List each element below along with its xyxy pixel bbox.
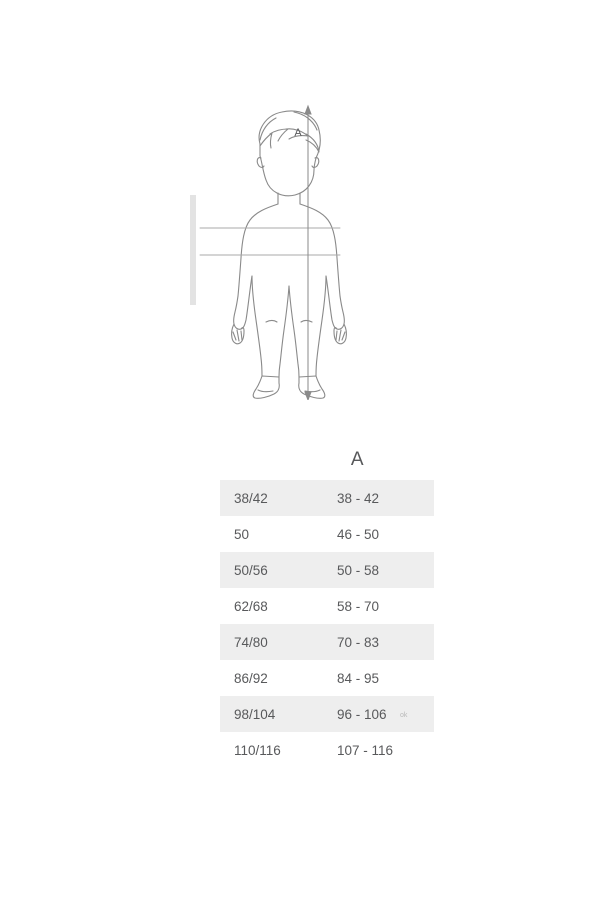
- figure-measure-label: A: [294, 127, 302, 139]
- column-header-a-cell: [309, 440, 406, 480]
- range-cell: 38 - 42: [323, 480, 434, 516]
- range-cell: 58 - 70: [323, 588, 434, 624]
- range-cell: 70 - 83: [323, 624, 434, 660]
- table-row: [220, 480, 434, 516]
- table-row: [220, 660, 434, 696]
- size-cell: 98/104: [220, 696, 323, 732]
- size-table-container: [220, 440, 480, 768]
- header-spacer: [220, 440, 309, 480]
- size-cell: 62/68: [220, 588, 323, 624]
- size-cell: 110/116: [220, 732, 323, 768]
- table-row: [220, 588, 434, 624]
- size-cell: 50/56: [220, 552, 323, 588]
- size-cell: 74/80: [220, 624, 323, 660]
- range-cell: 50 - 58: [323, 552, 434, 588]
- size-table: [220, 480, 434, 768]
- child-body-outline-icon: [190, 100, 410, 400]
- table-column-header-row: [220, 440, 480, 480]
- table-row: [220, 516, 434, 552]
- range-cell: 84 - 95: [323, 660, 434, 696]
- range-cell: 96 - 106: [323, 696, 434, 732]
- table-row: [220, 732, 434, 768]
- size-cell: 86/92: [220, 660, 323, 696]
- figure-container: [0, 100, 600, 410]
- table-row: [220, 624, 434, 660]
- watermark-text: ok: [400, 712, 408, 719]
- column-header-a: A: [350, 449, 365, 470]
- size-cell: 38/42: [220, 480, 323, 516]
- range-cell: 46 - 50: [323, 516, 434, 552]
- range-cell: 107 - 116: [323, 732, 434, 768]
- size-cell: 50: [220, 516, 323, 552]
- table-row: [220, 552, 434, 588]
